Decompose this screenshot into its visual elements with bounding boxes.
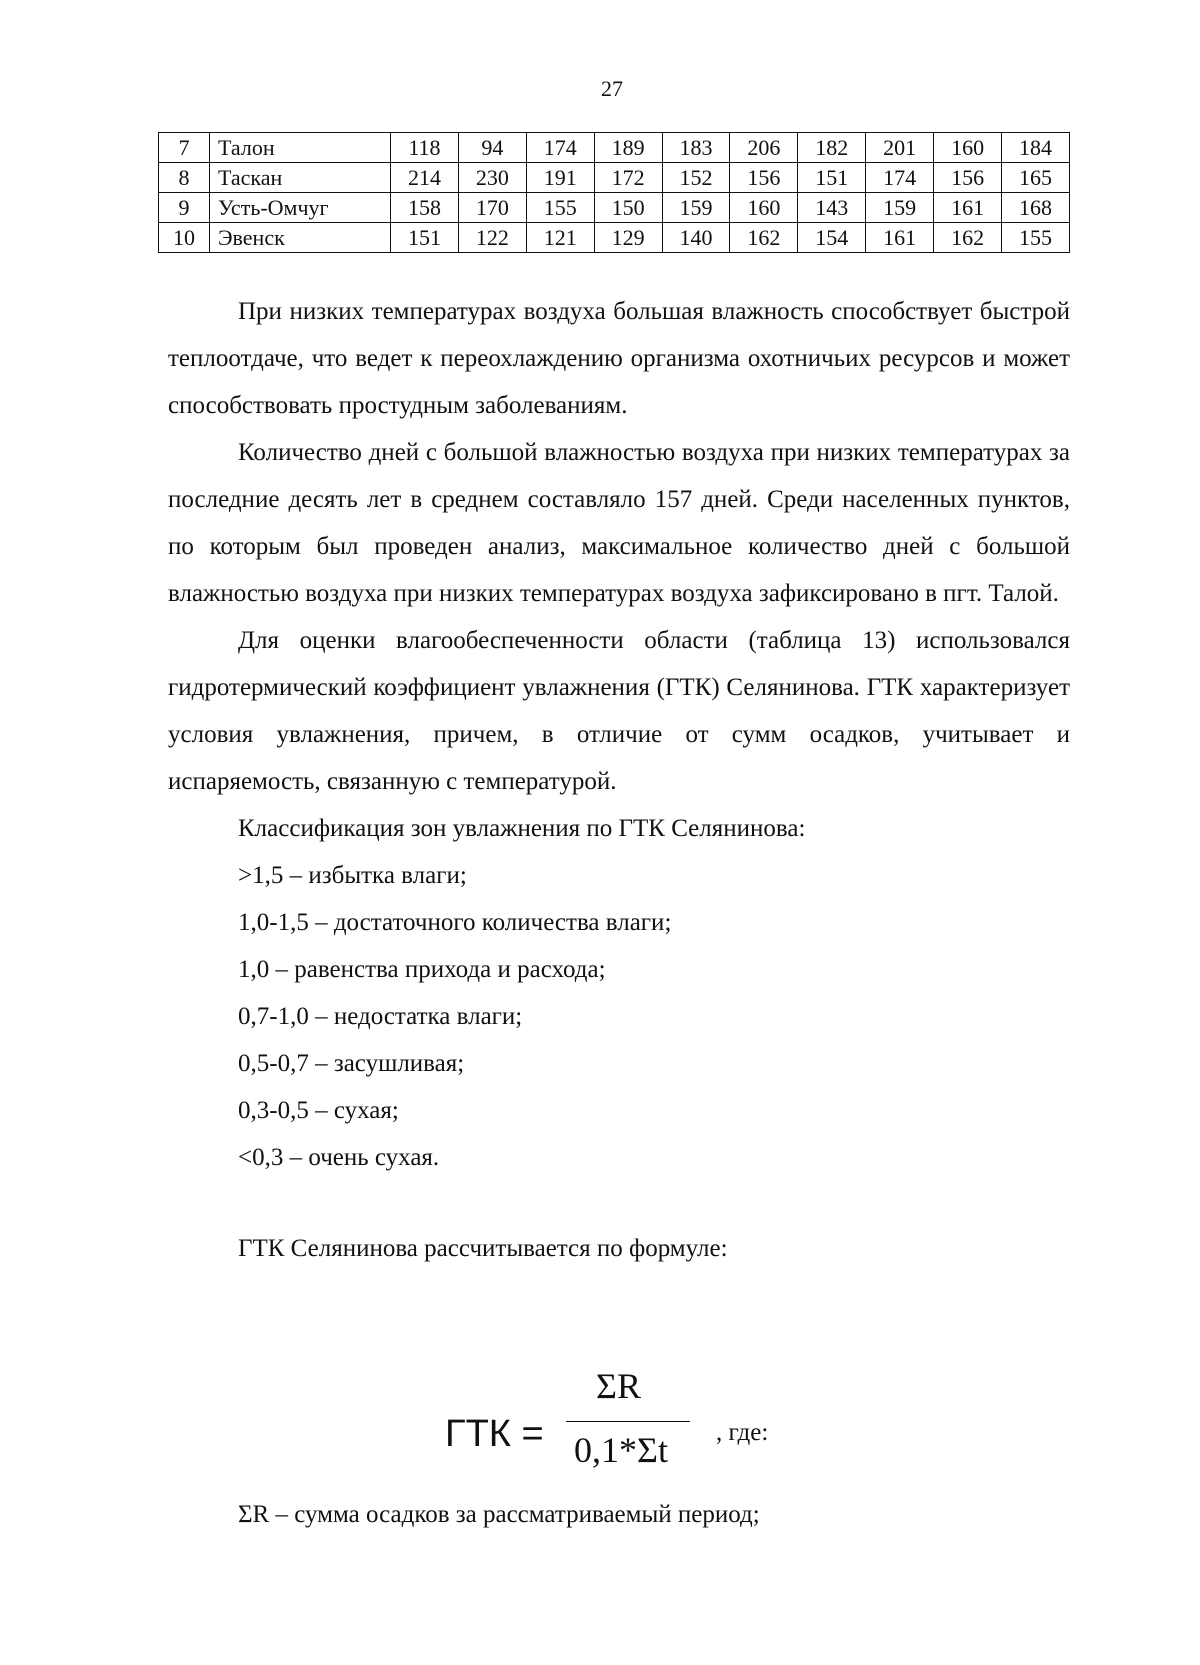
row-number-cell: 9 <box>159 193 210 223</box>
settlement-name-cell: Талон <box>210 133 391 163</box>
value-cell: 122 <box>458 223 526 253</box>
settlement-name-cell: Эвенск <box>210 223 391 253</box>
value-cell: 158 <box>391 193 459 223</box>
page-number: 27 <box>601 76 623 101</box>
formula-intro: ГТК Селянинова рассчитывается по формуле: <box>238 1235 728 1262</box>
formula-lhs: ГТК = <box>445 1413 544 1455</box>
table-row <box>159 133 1070 163</box>
paragraph-gtk-intro: Для оценки влагообеспеченности области (таблица 13) использовался гидротермический коэффициент увлажнения (ГТК) Селянинова. ГТК характеризует условия увлажнения, причем, в отличие от сумм осадков, учитывает и испаряемость, связанную с температурой. <box>168 627 1070 795</box>
humidity-days-table <box>158 132 1070 253</box>
classification-item: 0,3-0,5 – сухая; <box>238 1097 399 1124</box>
value-cell: 154 <box>798 223 866 253</box>
formula-numerator: ΣR <box>596 1366 641 1406</box>
value-cell: 121 <box>526 223 594 253</box>
value-cell: 191 <box>526 163 594 193</box>
value-cell: 206 <box>730 133 798 163</box>
value-cell: 172 <box>594 163 662 193</box>
formula-denominator: 0,1*Σt <box>574 1430 668 1470</box>
row-number-cell: 10 <box>159 223 210 253</box>
value-cell: 214 <box>391 163 459 193</box>
table-row <box>159 223 1070 253</box>
fraction-bar <box>566 1421 690 1422</box>
value-cell: 184 <box>1002 133 1070 163</box>
classification-item: 1,0-1,5 – достаточного количества влаги; <box>238 909 672 936</box>
value-cell: 129 <box>594 223 662 253</box>
value-cell: 201 <box>866 133 934 163</box>
value-cell: 230 <box>458 163 526 193</box>
classification-item: 0,5-0,7 – засушливая; <box>238 1050 465 1077</box>
value-cell: 160 <box>730 193 798 223</box>
value-cell: 161 <box>934 193 1002 223</box>
value-cell: 165 <box>1002 163 1070 193</box>
classification-item: 1,0 – равенства прихода и расхода; <box>238 956 606 983</box>
value-cell: 160 <box>934 133 1002 163</box>
value-cell: 162 <box>730 223 798 253</box>
value-cell: 174 <box>866 163 934 193</box>
value-cell: 162 <box>934 223 1002 253</box>
value-cell: 182 <box>798 133 866 163</box>
value-cell: 143 <box>798 193 866 223</box>
value-cell: 189 <box>594 133 662 163</box>
value-cell: 183 <box>662 133 730 163</box>
value-cell: 150 <box>594 193 662 223</box>
row-number-cell: 7 <box>159 133 210 163</box>
value-cell: 159 <box>866 193 934 223</box>
value-cell: 170 <box>458 193 526 223</box>
classification-list <box>168 852 1070 1181</box>
value-cell: 155 <box>526 193 594 223</box>
row-number-cell: 8 <box>159 163 210 193</box>
value-cell: 161 <box>866 223 934 253</box>
settlement-name-cell: Таскан <box>210 163 391 193</box>
value-cell: 151 <box>391 223 459 253</box>
definition-sum-r: ΣR – сумма осадков за рассматриваемый период; <box>238 1501 760 1528</box>
value-cell: 159 <box>662 193 730 223</box>
paragraph-humid-days: Количество дней с большой влажностью воздуха при низких температурах за последние десять лет в среднем составляло 157 дней. Среди населенных пунктов, по которым был проведен анализ, максимальное количество дней с большой влажностью воздуха при низких температурах воздуха зафиксировано в пгт. Талой. <box>168 439 1070 607</box>
value-cell: 174 <box>526 133 594 163</box>
paragraph-heat-loss: При низких температурах воздуха большая влажность способствует быстрой теплоотдаче, что ведет к переохлаждению организма охотничьих ресурсов и может способствовать простудным заболеваниям. <box>168 298 1070 419</box>
value-cell: 118 <box>391 133 459 163</box>
classification-item: 0,7-1,0 – недостатка влаги; <box>238 1003 523 1030</box>
value-cell: 151 <box>798 163 866 193</box>
table-row <box>159 193 1070 223</box>
classification-item: >1,5 – избытка влаги; <box>238 862 467 889</box>
value-cell: 156 <box>730 163 798 193</box>
classification-item: <0,3 – очень сухая. <box>238 1144 440 1171</box>
value-cell: 152 <box>662 163 730 193</box>
paragraph-classification-heading: Классификация зон увлажнения по ГТК Селянинова: <box>238 815 806 842</box>
value-cell: 94 <box>458 133 526 163</box>
value-cell: 168 <box>1002 193 1070 223</box>
value-cell: 155 <box>1002 223 1070 253</box>
value-cell: 140 <box>662 223 730 253</box>
value-cell: 156 <box>934 163 1002 193</box>
table-row <box>159 163 1070 193</box>
settlement-name-cell: Усть-Омчуг <box>210 193 391 223</box>
formula-suffix: , где: <box>716 1419 769 1446</box>
gtk-formula <box>0 1366 1200 1485</box>
body-text <box>168 288 1070 1272</box>
